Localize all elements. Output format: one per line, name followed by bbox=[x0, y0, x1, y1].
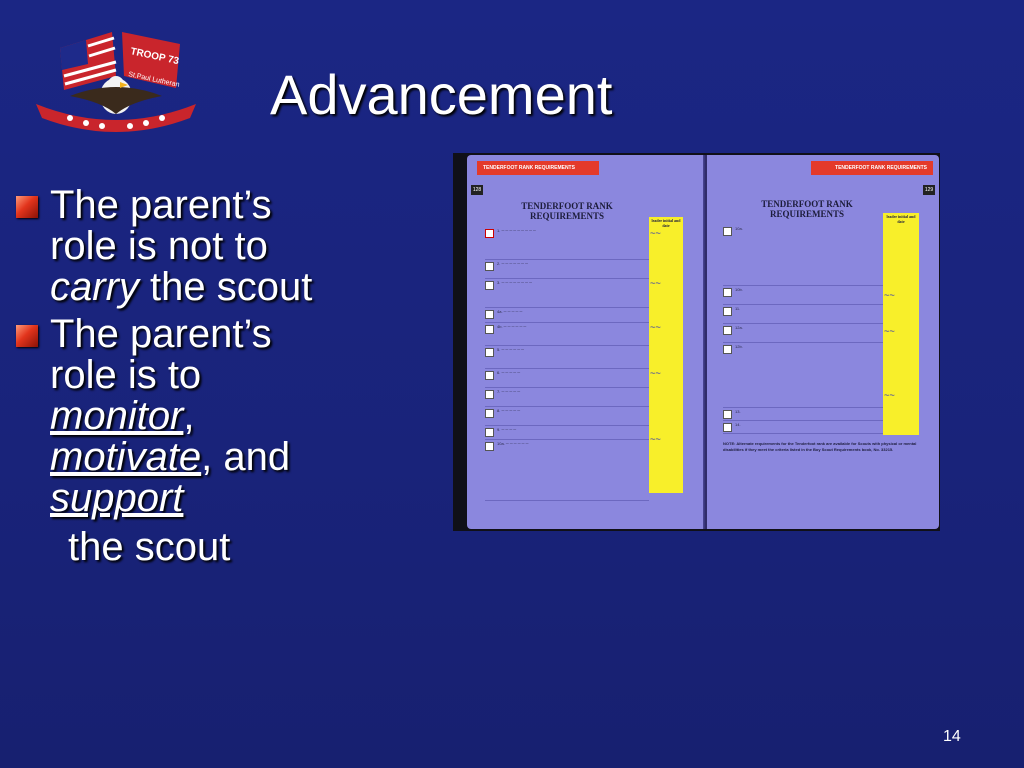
emphasis-support: support bbox=[50, 476, 184, 520]
slide-title: Advancement bbox=[270, 63, 613, 126]
right-page-number: 129 bbox=[924, 187, 934, 193]
bullet-1-tail: the scout bbox=[138, 265, 313, 309]
right-requirements-list: 10a. 10b. 11. 12a. 12b. 13. 14. bbox=[723, 225, 883, 434]
troop-logo bbox=[30, 18, 202, 136]
left-initials-column bbox=[649, 217, 683, 493]
handwritten-initials: ~~ bbox=[650, 369, 661, 379]
bullet-1-line-3 bbox=[50, 267, 444, 308]
alternate-requirements-note: NOTE: Alternate requirements for the Tenderfoot rank are available for Scouts with physical or mental disabilities if they meet the criteria listed in the Boy Scout Requirements book, No. 33215. bbox=[723, 441, 917, 452]
emphasis-motivate: motivate bbox=[50, 435, 202, 479]
bullet-1-line-1: The parent’s bbox=[50, 183, 272, 227]
and-text: , and bbox=[201, 435, 291, 479]
bullet-1-line-2: role is not to bbox=[50, 224, 268, 268]
left-page-heading: TENDERFOOT RANK REQUIREMENTS bbox=[521, 201, 613, 221]
bullet-2-line-1: The parent’s bbox=[50, 312, 272, 356]
left-page-header: TENDERFOOT RANK REQUIREMENTS bbox=[477, 161, 599, 175]
bullet-square-icon bbox=[16, 196, 38, 218]
page-number: 14 bbox=[943, 728, 961, 745]
left-requirements-list: 1. ─ ─ ─ ─ ─ ─ ─ ─ ─ 2. ─ ─ ─ ─ ─ ─ ─ 3. ─ ─ ─ ─ ─ ─ ─ ─ 4a. ─ ─ ─ ─ ─ 4b. ─ ─ ─ ─ ─ ─ 5. ─ ─ ─ ─ ─ ─ 6. ─ ─ ─ ─ ─ 7. ─ ─ ─ ─ ─ 8. ─ ─ ─ ─ ─ 9. ─ ─ ─ ─ 10a. ─ ─ ─ ─ ─ ─ bbox=[485, 227, 649, 501]
emphasis-carry: carry bbox=[50, 265, 139, 309]
bullet-2-line-2: role is to bbox=[50, 353, 202, 397]
handwritten-initials: ~~ bbox=[884, 291, 895, 301]
handwritten-initials: ~~ bbox=[650, 279, 661, 289]
handbook-photo bbox=[453, 153, 940, 531]
logo-troop-text: TROOP 73 bbox=[129, 46, 180, 68]
bullet-item-1 bbox=[14, 185, 444, 308]
right-page bbox=[707, 155, 939, 529]
emphasis-monitor: monitor bbox=[50, 394, 184, 438]
handwritten-initials: ~~ bbox=[884, 327, 895, 337]
left-page-number: 128 bbox=[472, 187, 482, 193]
bullet-square-icon bbox=[16, 325, 38, 347]
right-page-heading: TENDERFOOT RANK REQUIREMENTS bbox=[761, 199, 853, 219]
right-page-header: TENDERFOOT RANK REQUIREMENTS bbox=[811, 161, 933, 175]
logo-church-text: St.Paul Lutheran bbox=[127, 71, 181, 89]
bullet-2-line-3 bbox=[50, 396, 444, 437]
left-leader-col-header: leader initial and date bbox=[651, 218, 681, 228]
bullet-list bbox=[14, 185, 444, 569]
right-leader-col-header: leader initial and date bbox=[886, 214, 916, 224]
handwritten-initials: ~~ bbox=[884, 391, 895, 401]
bullet-2-line-4 bbox=[50, 437, 444, 478]
bullet-item-2 bbox=[14, 314, 444, 519]
left-page bbox=[467, 155, 705, 529]
handwritten-initials: ~~ bbox=[650, 323, 661, 333]
handwritten-initials: ~~ bbox=[650, 229, 661, 239]
right-initials-column bbox=[883, 213, 919, 435]
comma-text: , bbox=[183, 394, 195, 438]
handwritten-initials: ~~ bbox=[650, 435, 661, 445]
continuation-text: the scout bbox=[68, 525, 231, 569]
bullet-2-line-5 bbox=[50, 478, 444, 519]
